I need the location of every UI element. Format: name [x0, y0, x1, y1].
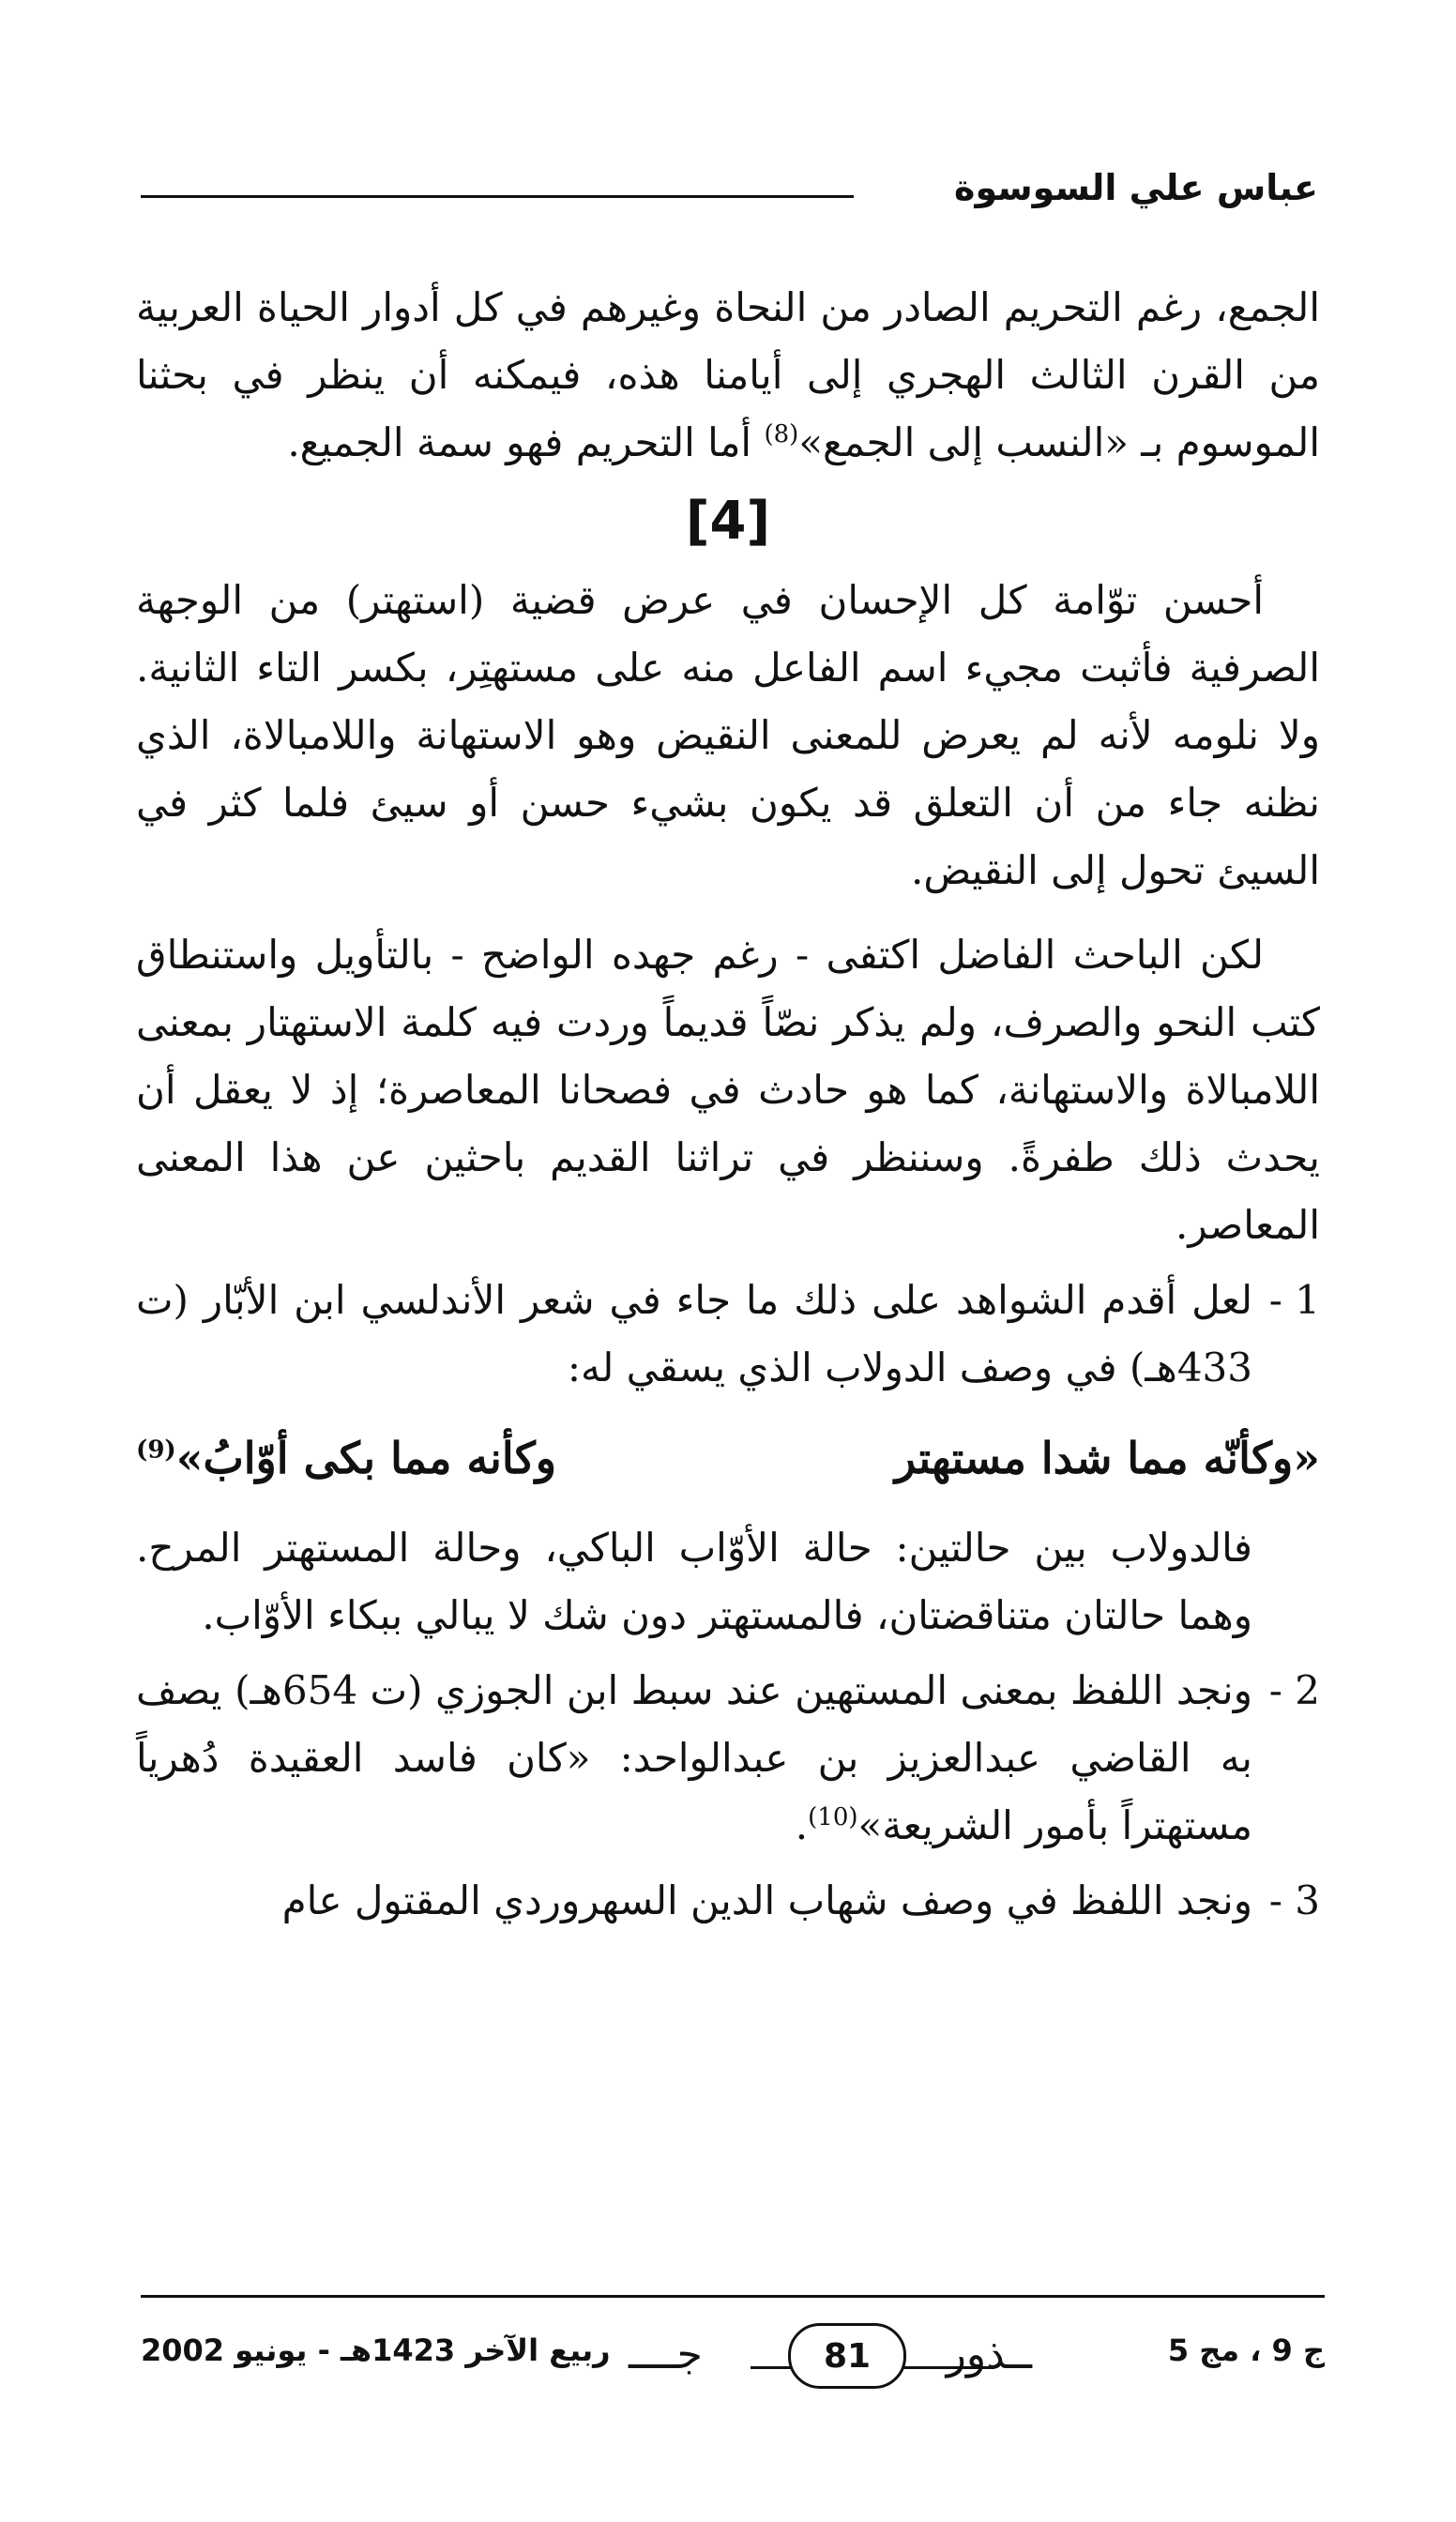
list-item-3-number: 3 -: [1268, 1877, 1320, 1923]
list-item-1-number: 1 -: [1268, 1277, 1320, 1323]
footnote-ref-9: (9): [136, 1436, 176, 1465]
footer-rule: [141, 2295, 1325, 2298]
footer-issue: ج 9 ، مج 5: [1167, 2332, 1325, 2368]
paragraph-1: [136, 274, 1320, 477]
list-item-2: [136, 1657, 1320, 1860]
list-item-2-tail: .: [795, 1802, 809, 1848]
paragraph-1-text: الجمع، رغم التحريم الصادر من النحاة وغيرهم في كل أدوار الحياة العربية من القرن الثالث الهجري إلى أيامنا هذه، فيمكنه أن ينظر في بحثنا الموسوم بـ «النسب إلى الجمع»: [136, 284, 1320, 465]
list-item-3: [136, 1867, 1320, 1935]
journal-logo: [629, 2323, 1032, 2389]
logo-right-text: ــذور: [946, 2331, 1032, 2378]
page-footer: [141, 2295, 1325, 2398]
running-header: [141, 161, 1318, 227]
list-item-1: [136, 1267, 1320, 1402]
paragraph-3: لكن الباحث الفاضل اكتفى - رغم جهده الواضح - بالتأويل واستنطاق كتب النحو والصرف، ولم يذكر نصّاً قديماً وردت فيه كلمة الاستهتار بمعنى اللامبالاة والاستهانة، كما هو حادث في فصحانا المعاصرة؛ إذ لا يعقل أن يحدث ذلك طفرةً. وسننظر في تراثنا القديم باحثين عن هذا المعنى المعاصر.: [136, 932, 1321, 1248]
page-number: 81: [788, 2323, 906, 2389]
header-rule: [141, 195, 854, 198]
header-author: عباس علي السوسوة: [954, 167, 1318, 208]
footnote-ref-10: (10): [808, 1803, 858, 1831]
page-body: [136, 274, 1320, 1935]
poetry-verse: [136, 1402, 1320, 1514]
verse-commentary: [136, 1514, 1320, 1649]
list-item-3-text: ونجد اللفظ في وصف شهاب الدين السهروردي المقتول عام: [281, 1877, 1252, 1923]
logo-left-text: جــــ: [629, 2331, 703, 2378]
paragraph-1-tail: أما التحريم فهو سمة الجميع.: [287, 419, 765, 465]
verse-second-hemistich: وكأنه مما بكى أوّابُ»: [175, 1433, 556, 1483]
list-item-1-text: لعل أقدم الشواهد على ذلك ما جاء في شعر الأندلسي ابن الأبّار (ت 433هـ) في وصف الدولاب الذي يسقي له:: [136, 1277, 1252, 1390]
verse-first-hemistich: «وكأنّه مما شدا مستهتر: [894, 1433, 1320, 1483]
paragraph-2: أحسن توّامة كل الإحسان في عرض قضية (استهتر) من الوجهة الصرفية فأثبت مجيء اسم الفاعل منه على مستهتِر، بكسر التاء الثانية. ولا نلومه لأنه لم يعرض للمعنى النقيض وهو الاستهانة واللامبالاة، الذي نظنه جاء من أن التعلق قد يكون بشيء حسن أو سيئ فلما كثر في السيئ تحول إلى النقيض.: [136, 577, 1320, 893]
paragraph-4: فالدولاب بين حالتين: حالة الأوّاب الباكي، وحالة المستهتر المرح. وهما حالتان متناقضتان، فالمستهتر دون شك لا يبالي ببكاء الأوّاب.: [136, 1525, 1252, 1638]
footer-date: ربيع الآخر 1423هـ - يونيو 2002: [141, 2332, 611, 2368]
list-item-2-text: ونجد اللفظ بمعنى المستهين عند سبط ابن الجوزي (ت 654هـ) يصف به القاضي عبدالعزيز بن عبدالواحد: «كان فاسد العقيدة دُهرياً مستهتراً بأمور الشريعة»: [136, 1667, 1252, 1848]
section-number: [4]: [685, 491, 771, 552]
footnote-ref-8: (8): [764, 420, 799, 448]
list-item-2-number: 2 -: [1268, 1667, 1320, 1713]
